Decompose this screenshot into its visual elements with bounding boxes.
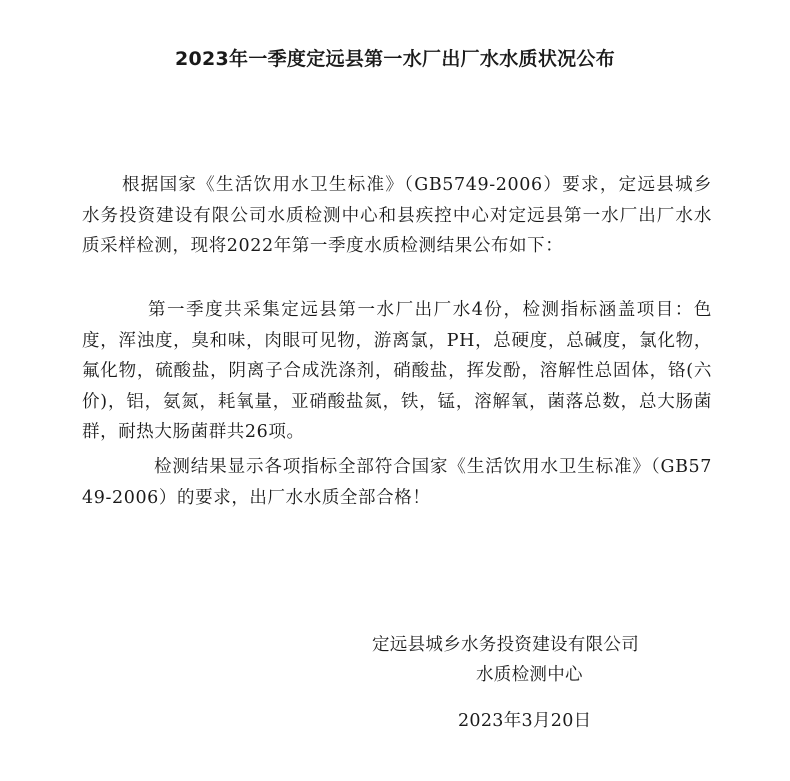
paragraph-intro: 根据国家《生活饮用水卫生标准》（GB5749-2006）要求，定远县城乡水务投资建设有限公司水质检测中心和县疾控中心对定远县第一水厂出厂水水质采样检测，现将2022年第一季度水质检测结果公布如下： xyxy=(82,175,712,256)
document-title: 2023年一季度定远县第一水厂出厂水水质状况公布 xyxy=(174,48,616,70)
signature-date: 2023年3月20日 xyxy=(458,711,592,731)
paragraph-conclusion: 检测结果显示各项指标全部符合国家《生活饮用水卫生标准》（GB5749-2006）的要求，出厂水水质全部合格！ xyxy=(82,457,712,508)
signature-organization: 定远县城乡水务投资建设有限公司 xyxy=(372,635,639,655)
signature-department: 水质检测中心 xyxy=(476,665,583,685)
paragraph-test-items: 第一季度共采集定远县第一水厂出厂水4份，检测指标涵盖项目：色度，浑浊度，臭和味，肉眼可见物，游离氯，PH，总硬度，总碱度，氯化物，氟化物，硫酸盐，阴离子合成洗涤剂，硝酸盐，挥发酚，溶解性总固体，铬(六价)，铝，氨氮，耗氧量，亚硝酸盐氮，铁，锰，溶解氧，菌落总数，总大肠菌群，耐热大肠菌群共26项。 xyxy=(82,300,712,442)
